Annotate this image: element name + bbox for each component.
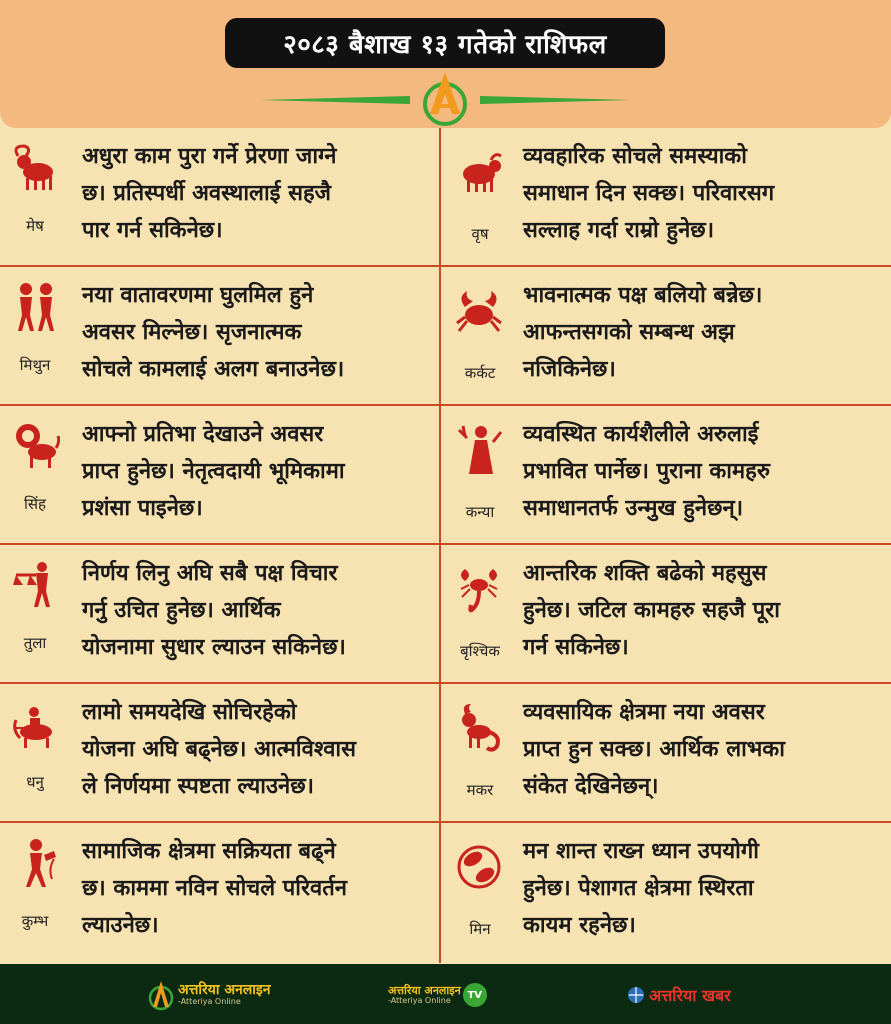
sign-name: कर्कट: [464, 364, 496, 382]
horoscope-cell-makar: [441, 684, 891, 823]
gemini-icon: [12, 281, 60, 333]
sign-name: कन्या: [465, 503, 495, 521]
sign-name: तुला: [23, 634, 47, 652]
horoscope-text: व्यवहारिक सोचले समस्याको समाधान दिन सक्छ। परिवारसग सल्लाह गर्दा राम्रो हुनेछ।: [523, 144, 775, 243]
footer-brand-sub: -Atteriya Online: [388, 995, 451, 1005]
header: [0, 0, 891, 128]
footer-brand: अत्तरिया खबर: [649, 986, 731, 1005]
virgo-icon: [455, 424, 503, 476]
sign-name: मिथुन: [19, 356, 51, 374]
footer-brand: अत्तरिया अनलाइन: [178, 981, 271, 998]
horoscope-text: सामाजिक क्षेत्रमा सक्रियता बढ्ने छ। काममा नविन सोचले परिवर्तन ल्याउनेछ।: [82, 839, 347, 938]
horoscope-text: नया वातावरणमा घुलमिल हुने अवसर मिल्नेछ। सृजनात्मक सोचले कामलाई अलग बनाउनेछ।: [82, 283, 345, 382]
horoscope-cell-dhanu: [0, 684, 439, 823]
horoscope-cell-mithun: [0, 267, 439, 406]
horoscope-cell-min: [441, 823, 891, 962]
horoscope-text: मन शान्त राख्न ध्यान उपयोगी हुनेछ। पेशागत क्षेत्रमा स्थिरता कायम रहनेछ।: [523, 839, 759, 938]
horoscope-row: [0, 823, 891, 962]
horoscope-row: [0, 545, 891, 684]
sagittarius-icon: [12, 698, 60, 750]
aries-icon: [12, 142, 60, 194]
horoscope-text: व्यवस्थित कार्यशैलीले अरुलाई प्रभावित पार्नेछ। पुराना कामहरु समाधानतर्फ उन्मुख हुनेछन्।: [523, 422, 770, 521]
sign-name: मिन: [469, 920, 491, 938]
libra-icon: [12, 559, 60, 611]
horoscope-cell-kanya: [441, 406, 891, 545]
horoscope-text: भावनात्मक पक्ष बलियो बन्नेछ। आफन्तसगको सम्बन्ध अझ नजिकिनेछ।: [523, 283, 763, 382]
footer-brand: अत्तरिया अनलाइन: [388, 983, 461, 997]
horoscope-cell-brishchik: [441, 545, 891, 684]
horoscope-row: [0, 684, 891, 823]
sign-name: मेष: [26, 217, 44, 235]
horoscope-text: व्यवसायिक क्षेत्रमा नया अवसर प्राप्त हुन सक्छ। आर्थिक लाभका संकेत देखिनेछन्।: [523, 700, 785, 799]
sign-name: धनु: [26, 773, 44, 791]
atteriya-logo-icon: [260, 70, 630, 126]
horoscope-cell-singha: [0, 406, 439, 545]
horoscope-row: [0, 406, 891, 545]
horoscope-cell-mesh: [0, 128, 439, 267]
horoscope-grid: [0, 128, 891, 963]
sign-name: बृश्चिक: [460, 642, 500, 660]
horoscope-text: आन्तरिक शक्ति बढेको महसुस हुनेछ। जटिल कामहरु सहजै पूरा गर्न सकिनेछ।: [523, 561, 780, 660]
atteriya-online-tv-logo[interactable]: [388, 978, 487, 1012]
horoscope-text: आफ्नो प्रतिभा देखाउने अवसर प्राप्त हुनेछ। नेतृत्वदायी भूमिकामा प्रशंसा पाइनेछ।: [82, 422, 345, 521]
page-title: २०८३ बैशाख १३ गतेको राशिफल: [225, 18, 665, 68]
horoscope-cell-vrish: [441, 128, 891, 267]
horoscope-cell-karkat: [441, 267, 891, 406]
sign-name: सिंह: [24, 495, 46, 513]
leo-icon: [12, 420, 60, 472]
sign-name: वृष: [471, 225, 489, 243]
globe-icon: [626, 985, 646, 1005]
horoscope-cell-tula: [0, 545, 439, 684]
atteriya-a-icon: [148, 979, 174, 1011]
horoscope-row: [0, 267, 891, 406]
scorpio-icon: [455, 563, 503, 615]
horoscope-text: निर्णय लिनु अघि सबै पक्ष विचार गर्नु उचित हुनेछ। आर्थिक योजनामा सुधार ल्याउन सकिनेछ।: [82, 561, 346, 660]
footer: [0, 964, 891, 1024]
capricorn-icon: [455, 702, 503, 754]
horoscope-cell-kumbha: [0, 823, 439, 962]
horoscope-row: [0, 128, 891, 267]
footer-brand-sub: -Atteriya Online: [178, 997, 241, 1007]
horoscope-text: लामो समयदेखि सोचिरहेको योजना अघि बढ्नेछ। आत्मविश्वास ले निर्णयमा स्पष्टता ल्याउनेछ।: [82, 700, 356, 799]
taurus-icon: [455, 146, 503, 198]
horoscope-text: अधुरा काम पुरा गर्ने प्रेरणा जाग्ने छ। प्रतिस्पर्धी अवस्थालाई सहजै पार गर्न सकिनेछ।: [82, 144, 337, 243]
atteriya-online-logo[interactable]: [148, 978, 271, 1012]
cancer-icon: [455, 285, 503, 337]
sign-name: कुम्भ: [21, 912, 49, 930]
atteriya-khabar-logo[interactable]: [626, 978, 731, 1012]
aquarius-icon: [12, 837, 60, 889]
sign-name: मकर: [466, 781, 494, 799]
pisces-icon: [455, 841, 503, 893]
tv-badge: TV: [463, 983, 487, 1007]
